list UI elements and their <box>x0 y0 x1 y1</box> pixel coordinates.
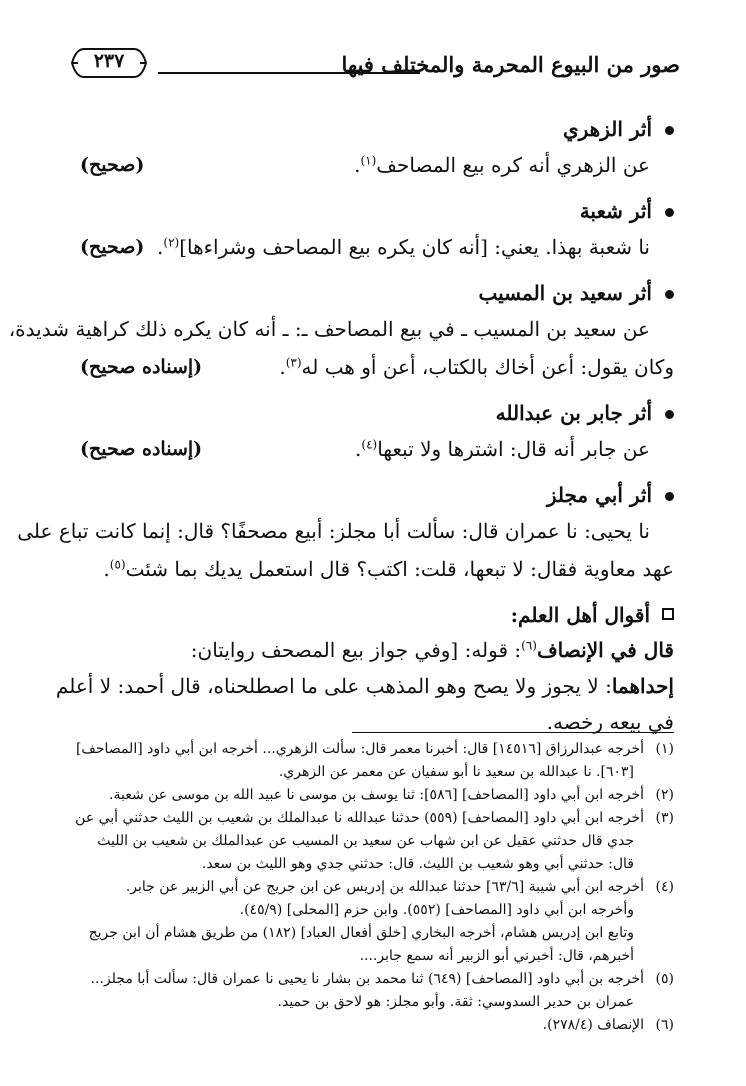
entry-text: عن جابر أنه قال: اشترها ولا تبعها$^{(٤)}$. (إسناده صحيح) <box>70 430 674 468</box>
main-text <box>8 112 674 740</box>
bullet-icon <box>665 410 674 419</box>
header-rule <box>158 72 420 74</box>
running-title: صور من البيوع المحرمة والمختلف فيها <box>341 52 680 77</box>
checkbox-square-icon <box>662 608 674 620</box>
entry-text: عن الزهري أنه كره بيع المصاحف$^{(١)}$. (صحيح) <box>70 146 674 184</box>
entry-title: أثر أبي مجلز <box>70 478 674 512</box>
footnote-ref[interactable]: (٤) <box>361 437 378 452</box>
first-narration: إحداهما: لا يجوز ولا يصح وهو المذهب على ما اصطلحناه، قال أحمد: لا أعلم <box>55 674 674 698</box>
footnote: (٢) أخرجه ابن أبي داود [المصاحف] [٥٨٦]: ثنا يوسف بن موسى نا عبيد الله بن موسى عن شعبة. <box>70 784 674 807</box>
entry-zuhri <box>70 112 674 184</box>
page-header <box>70 46 680 86</box>
page-number: ٢٣٧ <box>93 50 125 72</box>
entry-jabir <box>70 396 674 468</box>
footnote: (٥) أخرجه بن أبي داود [المصاحف] (٦٤٩) ثنا محمد بن بشار نا يحيى نا عمران قال: سألت أبا مجلز... عمران بن حدير السدوسي: ثقة. وأبو مجلز: هو لاحق بن حميد. <box>70 968 674 1014</box>
footnote-ref[interactable]: (٢) <box>163 235 180 250</box>
bullet-icon <box>665 208 674 217</box>
entry-title: أثر جابر بن عبدالله <box>70 396 674 430</box>
footnote: (٦) الإنصاف (٢٧٨/٤). <box>70 1014 674 1037</box>
entry-text: وكان يقول: أعن أخاك بالكتاب، أعن أو هب له$^{(٣)}$. (إسناده صحيح) <box>70 348 674 386</box>
entry-title: أثر الزهري <box>70 112 674 146</box>
footnote-ref[interactable]: (١) <box>360 153 377 168</box>
entry-title: أثر شعبة <box>70 194 674 228</box>
entry-abu-mijlaz <box>17 478 674 588</box>
insaf-quote: قال في الإنصاف$^{(٦)}$: قوله: [وفي جواز بيع المصحف روايتان: <box>190 638 674 662</box>
grade-label: (إسناده صحيح) <box>80 438 203 460</box>
bullet-icon <box>665 290 674 299</box>
entry-text: عهد معاوية فقال: لا تبعها، قلت: اكتب؟ قال استعمل يديك بما شئت$^{(٥)}$. <box>103 557 674 581</box>
grade-label: (صحيح) <box>80 236 145 258</box>
footnote: (١) أخرجه عبدالرزاق [١٤٥١٦] قال: أخبرنا معمر قال: سألت الزهري... أخرجه ابن أبي داود [المصاحف] [٦٠٣]. نا عبدالله بن سعيد نا أبو سفيان عن معمر عن الزهري. <box>70 738 674 784</box>
grade-label: (صحيح) <box>80 154 145 176</box>
footnote-number: (٣) <box>655 810 674 826</box>
footnote-divider <box>352 732 674 733</box>
entry-shuba <box>70 194 674 266</box>
bullet-icon <box>665 492 674 501</box>
entry-text: نا شعبة بهذا. يعني: [أنه كان يكره بيع المصاحف وشراءها]$^{(٢)}$. (صحيح) <box>70 228 674 266</box>
grade-label: (إسناده صحيح) <box>80 356 203 378</box>
footnote-ref[interactable]: (٥) <box>109 557 126 572</box>
footnote-number: (١) <box>655 741 674 757</box>
footnote-number: (٢) <box>655 787 674 803</box>
footnote-number: (٤) <box>655 879 674 895</box>
footnote: (٣) أخرجه ابن أبي داود [المصاحف] (٥٥٩) حدثنا عبدالله نا عبدالملك بن شعيب بن الليث حدثني أبي عن جدي قال حدثني عقيل عن ابن شهاب عن سعيد بن المسيب عن عبدالملك بن شعيب بن الليث قال: حدثني أبي وهو شعيب بن الليث. قال: حدثني جدي وهو الليث بن سعد. <box>70 807 674 876</box>
footnote-number: (٥) <box>655 971 674 987</box>
bullet-icon <box>665 126 674 135</box>
scholars-sayings-heading: أقوال أهل العلم: <box>70 598 674 632</box>
page-number-frame <box>70 46 148 80</box>
footnote: (٤) أخرجه ابن أبي شيبة [٦٣/٦] حدثنا عبدالله بن إدريس عن ابن جريج عن أبي الزبير عن جابر. وأخرجه ابن أبي داود [المصاحف] (٥٥٢). وابن حزم [المحلى] (٤٥/٩). وتابع ابن إدريس هشام، أخرجه البخاري [خلق أفعال العباد] (١٨٢) من طريق هشام أن ابن جريج أخبرهم، قال: أخبرني أبو الزبير أنه سمع جابر.... <box>70 876 674 968</box>
first-narration-end: في بيعه رخصه. <box>546 710 674 734</box>
entry-text: عن سعيد بن المسيب ـ في بيع المصاحف ـ: ـ أنه كان يكره ذلك كراهية شديدة، <box>8 317 650 341</box>
entry-title: أثر سعيد بن المسيب <box>70 276 674 310</box>
footnote-ref[interactable]: (٦) <box>521 638 537 653</box>
footnotes <box>70 738 674 1037</box>
footnote-number: (٦) <box>655 1017 674 1033</box>
entry-text: نا يحيى: نا عمران قال: سألت أبا مجلز: أبيع مصحفًا؟ قال: إنما كانت تباع على <box>17 519 650 543</box>
entry-said-ibn-musayyib <box>8 276 674 386</box>
footnote-ref[interactable]: (٣) <box>285 355 302 370</box>
